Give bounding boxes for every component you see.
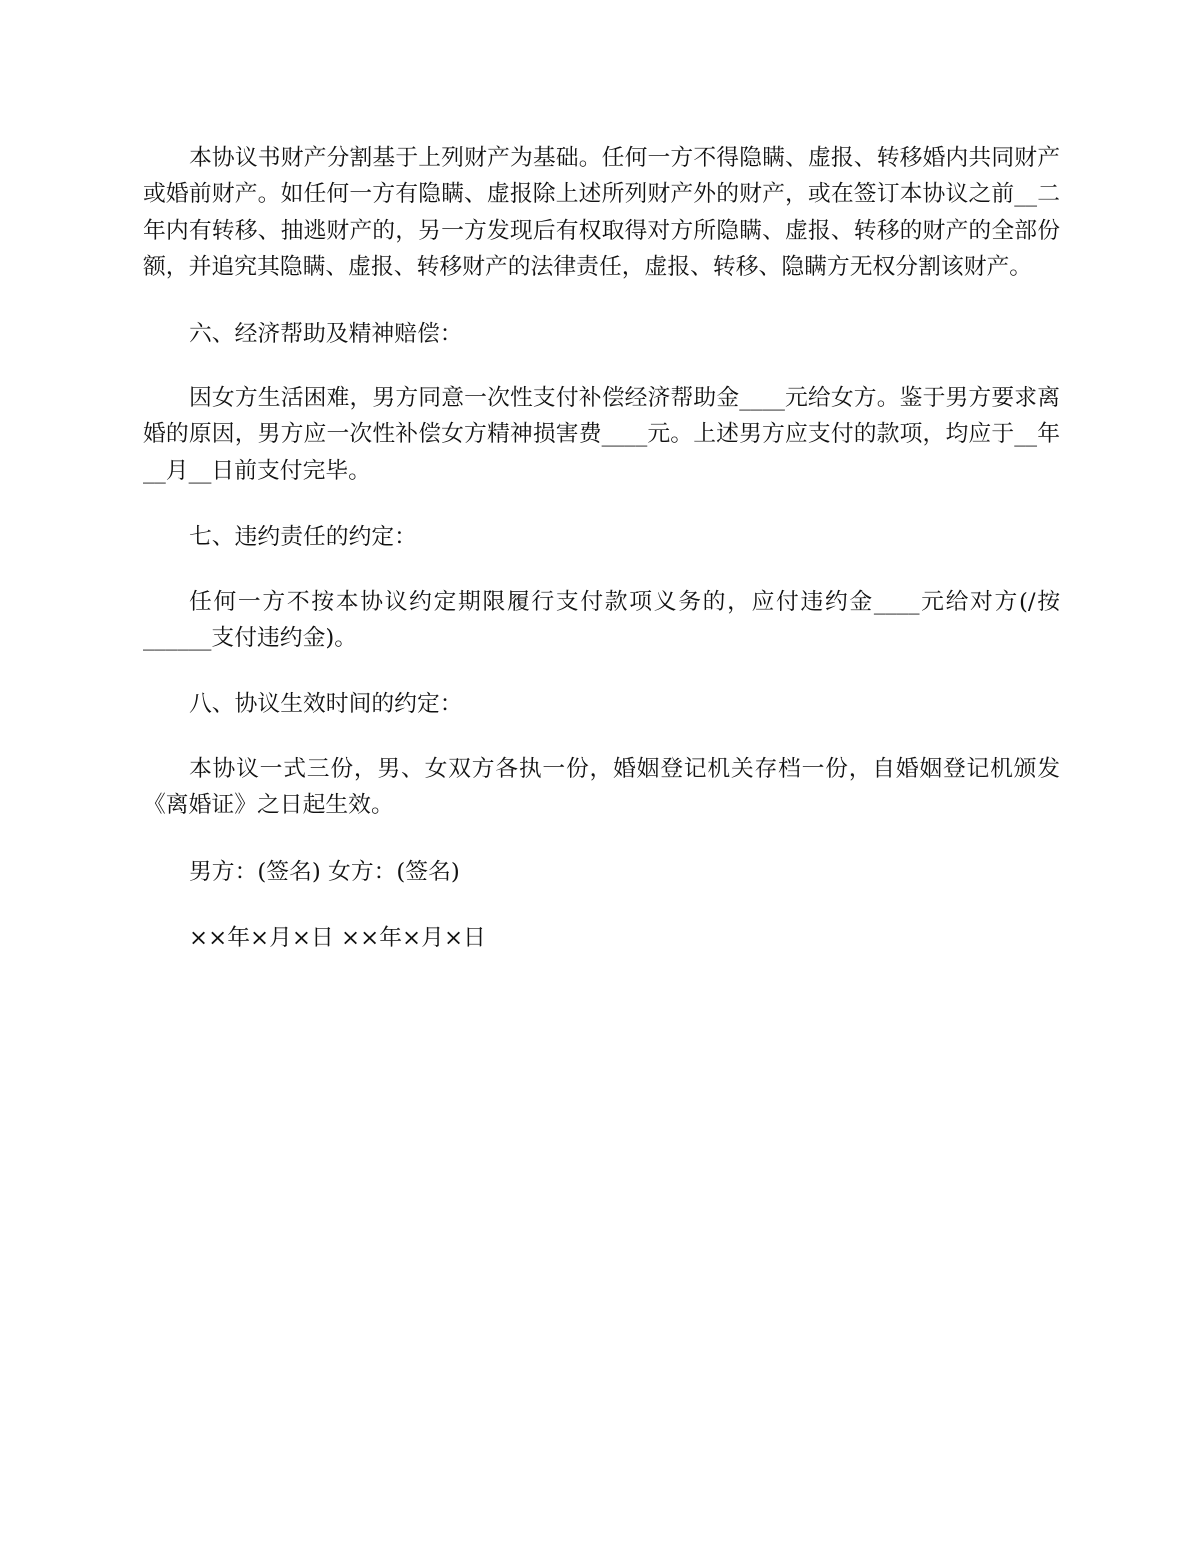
paragraph-breach-liability: 任何一方不按本协议约定期限履行支付款项义务的，应付违约金____元给对方(/按______支付违约金)。 (143, 588, 1060, 652)
heading-effective-time: 八、协议生效时间的约定： (189, 691, 463, 718)
heading-economic-assistance: 六、经济帮助及精神赔偿： (189, 320, 463, 347)
paragraph-economic-assistance: 因女方生活困难，男方同意一次性支付补偿经济帮助金____元给女方。鉴于男方要求离婚的原因，男方应一次性补偿女方精神损害费____元。上述男方应支付的款项，均应于__年__月__日前支付完毕。 (143, 385, 1060, 484)
date-line: ××年×月×日 ××年×月×日 (189, 925, 486, 952)
paragraph-effective-time: 本协议一式三份，男、女双方各执一份，婚姻登记机关存档一份，自婚姻登记机颁发《离婚证》之日起生效。 (143, 755, 1060, 819)
document-page (143, 140, 1060, 957)
heading-breach-liability: 七、违约责任的约定： (189, 524, 417, 551)
paragraph-property-division: 本协议书财产分割基于上列财产为基础。任何一方不得隐瞒、虚报、转移婚内共同财产或婚前财产。如任何一方有隐瞒、虚报除上述所列财产外的财产，或在签订本协议之前__二年内有转移、抽逃财产的，另一方发现后有权取得对方所隐瞒、虚报、转移的财产的全部份额，并追究其隐瞒、虚报、转移财产的法律责任，虚报、转移、隐瞒方无权分割该财产。 (143, 145, 1060, 281)
signature-line: 男方：(签名) 女方：(签名) (189, 858, 460, 885)
